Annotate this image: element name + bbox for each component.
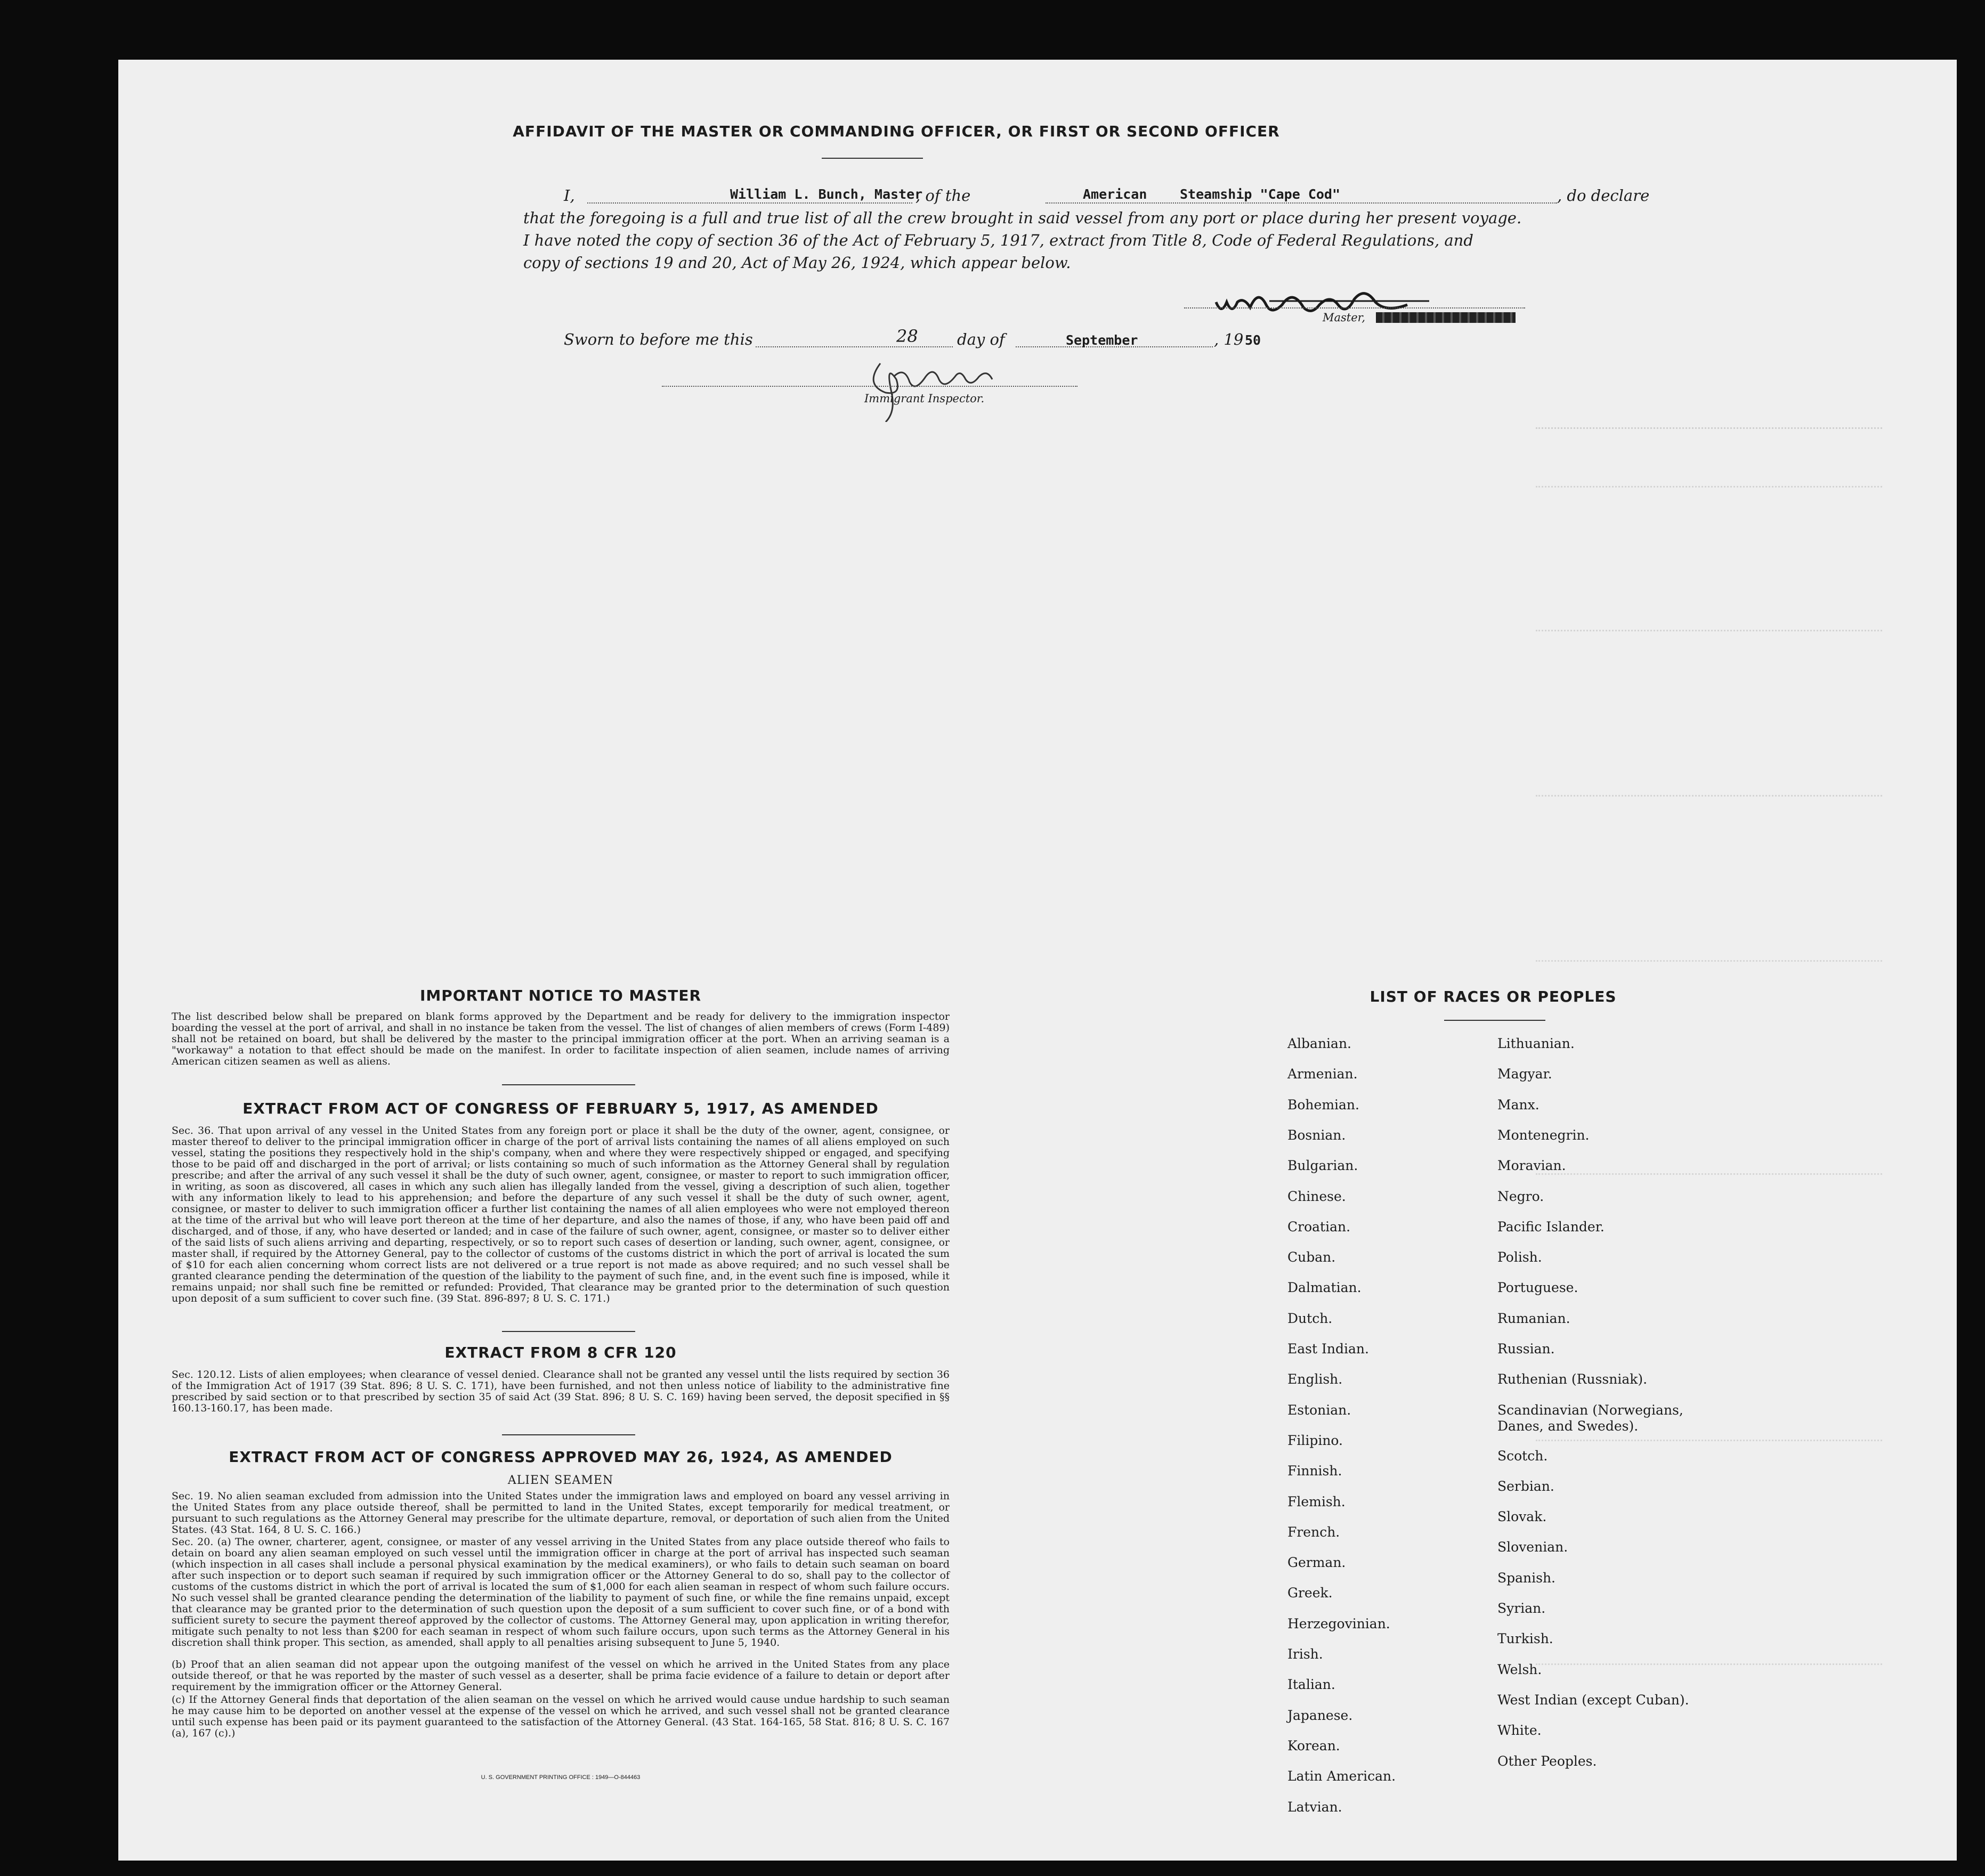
race-item: Armenian. [1287, 1066, 1358, 1082]
cfr-body: Sec. 120.12. Lists of alien employees; when clearance of vessel denied. Clearance shall not be granted any vessel until the lists required by section 36 of the Immigration Act of 1917 (39 Stat. 896; 8 U. S. C. 171), have been furnished, and not then unless notice of liability to the administrative fine prescribed by said section or to that prescribed by section 35 of said Act (39 Stat. 896; 8 U. S. C. 169) having been served, the deposit specified in §§ 160.13-160.17, has been made. [172, 1369, 950, 1414]
inspector-line [662, 386, 1077, 387]
race-item: Chinese. [1287, 1188, 1346, 1204]
race-item: Estonian. [1287, 1402, 1351, 1418]
race-item: Lithuanian. [1497, 1036, 1575, 1051]
race-item: Polish. [1497, 1249, 1542, 1265]
race-item: West Indian (except Cuban). [1497, 1692, 1689, 1708]
sec-20c-body: (c) If the Attorney General finds that deportation of the alien seaman on the vessel on which he arrived would cause undue hardship to such seaman he may cause him to be deported on another vessel at the expense of the vessel on which he arrived, and such vessel shall not be granted clearance until such expense has been paid or its payment guaranteed to the satisfaction of the Attorney General. (43 Stat. 164-165, 58 Stat. 816; 8 U. S. C. 167 (a), 167 (c).) [172, 1694, 950, 1739]
do-declare-label: , do declare [1557, 186, 1650, 205]
race-item: Syrian. [1497, 1601, 1546, 1617]
race-item: Dalmatian. [1287, 1280, 1362, 1296]
sec-19-body: Sec. 19. No alien seaman excluded from admission into the United States under the immigration laws and employed on board any vessel arriving in the United States from any place outside thereof, shall be permitted to land in the United States, except temporarily for medical treatment, or pursuant to such regulations as the Attorney General may prescribe for the ultimate departure, removal, or deportation of such alien from the United States. (43 Stat. 164, 8 U. S. C. 166.) [172, 1490, 950, 1536]
race-item: Dutch. [1287, 1310, 1333, 1326]
vessel-nationality: American [1083, 186, 1147, 202]
signature-line [1184, 307, 1525, 308]
race-item: Serbian. [1497, 1478, 1554, 1494]
alien-seamen-subtitle: ALIEN SEAMEN [507, 1474, 614, 1487]
race-item: Turkish. [1497, 1631, 1553, 1647]
race-item: Albanian. [1287, 1036, 1352, 1051]
bleed-through-mark [1536, 470, 1882, 488]
bleed-through-mark [1536, 1647, 1882, 1665]
year-prefix: , 19 [1214, 330, 1244, 348]
sec-20a-body: Sec. 20. (a) The owner, charterer, agent, consignee, or master of any vessel arriving in the United States from any place outside thereof who fails to detain on board any alien seaman employed on such vessel until the immigration officer in charge at the port of arrival has inspected such seaman (which inspection in all cases shall include a personal physical examination by the medical examiners), or who fails to detain such seaman on board after such inspection or to deport such seaman if required by such immigration officer or the Attorney General to do so, shall pay to the collector of customs of the customs district in which the port of arrival is located the sum of $1,000 for each alien seaman in respect of whom such failure occurs. No such vessel shall be granted clearance pending the determination of the liability to payment of such fine, or while the fine remains unpaid, except that clearance may be granted prior to the determination of such question upon the deposit of a sum sufficient to cover such fine, or of a bond with sufficient surety to secure the payment thereof approved by the collector of customs. The Attorney General may, upon application in writing therefor, mitigate such penalty to not less than $200 for each seaman in respect of whom such failure occurs, upon such terms as the Attorney General in his discretion shall think proper. This section, as amended, shall apply to all penalties arising subsequent to June 5, 1940. [172, 1536, 950, 1648]
inspector-label: Immigrant Inspector. [864, 392, 985, 405]
race-item: Finnish. [1287, 1463, 1342, 1479]
title-rule [822, 158, 923, 159]
sworn-year: 50 [1245, 332, 1261, 348]
race-item: Korean. [1287, 1737, 1340, 1753]
notice-rule [502, 1084, 635, 1085]
sworn-label: Sworn to before me this [564, 330, 753, 348]
affidavit-line-3: I have noted the copy of section 36 of the Act of February 5, 1917, extract from Title 8, Code of Federal Regulations, and [523, 231, 1473, 249]
sworn-day: 28 [896, 326, 918, 346]
race-item: Flemish. [1287, 1493, 1346, 1509]
race-item: Croatian. [1287, 1219, 1351, 1235]
race-item: Greek. [1287, 1585, 1333, 1601]
race-item: Ruthenian (Russniak). [1497, 1371, 1648, 1387]
race-item: Welsh. [1497, 1661, 1542, 1677]
cfr-title: EXTRACT FROM 8 CFR 120 [444, 1344, 677, 1361]
master-label: Master, [1323, 311, 1366, 324]
master-name: William L. Bunch, Master [730, 186, 923, 202]
inspector-signature [854, 347, 1024, 422]
race-item: Irish. [1287, 1646, 1323, 1662]
race-item: Latin American. [1287, 1768, 1396, 1784]
of-the-label: , of the [915, 186, 971, 205]
race-item: Slovak. [1497, 1509, 1547, 1525]
race-item: Scandinavian (Norwegians, Danes, and Swedes). [1497, 1402, 1683, 1434]
race-item: Filipino. [1287, 1432, 1343, 1448]
race-item: Scotch. [1497, 1448, 1548, 1464]
cfr-rule [502, 1434, 635, 1435]
race-item: Other Peoples. [1497, 1753, 1597, 1769]
name-line [587, 202, 912, 204]
race-item: Manx. [1497, 1097, 1540, 1112]
race-item: Pacific Islander. [1497, 1219, 1605, 1235]
race-item: English. [1287, 1371, 1343, 1387]
race-item: Italian. [1287, 1677, 1335, 1693]
race-item: Rumanian. [1497, 1310, 1570, 1326]
race-item: Magyar. [1497, 1066, 1552, 1082]
race-item: East Indian. [1287, 1341, 1369, 1357]
document-page [118, 60, 1957, 1861]
extract-1924-title: EXTRACT FROM ACT OF CONGRESS APPROVED MAY 26, 1924, AS AMENDED [229, 1448, 893, 1466]
races-title: LIST OF RACES OR PEOPLES [1370, 988, 1617, 1005]
bleed-through-mark [1536, 1157, 1882, 1175]
race-item: Bosnian. [1287, 1127, 1346, 1143]
race-item: Herzegovinian. [1287, 1615, 1390, 1631]
affidavit-line-4: copy of sections 19 and 20, Act of May 26, 1924, which appear below. [523, 254, 1071, 272]
race-item: Slovenian. [1497, 1539, 1568, 1555]
bleed-through-mark [1536, 614, 1882, 631]
extract-1917-title: EXTRACT FROM ACT OF CONGRESS OF FEBRUARY 5, 1917, AS AMENDED [242, 1100, 879, 1117]
race-item: Bohemian. [1287, 1097, 1359, 1112]
race-item: German. [1287, 1555, 1346, 1571]
day-of-label: day of [957, 330, 1005, 348]
race-item: Moravian. [1497, 1158, 1566, 1174]
bleed-through-mark [1536, 779, 1882, 797]
race-item: Russian. [1497, 1341, 1555, 1357]
notice-title: IMPORTANT NOTICE TO MASTER [419, 987, 702, 1004]
printer-imprint: U. S. GOVERNMENT PRINTING OFFICE : 1949—O-844463 [481, 1774, 641, 1781]
notice-body: The list described below shall be prepared on blank forms approved by the Department and be ready for delivery to the immigration inspector boarding the vessel at the port of arrival, and shall in no instance be taken from the vessel. The list of changes of alien members of crews (Form I-489) shall not be retained on board, but shall be delivered by the master to the principal immigration officer at the port. When an arriving seaman is a "workaway" a notation to that effect should be made on the manifest. In order to facilitate inspection of alien seamen, include names of arriving American citizen seamen as well as aliens. [172, 1011, 950, 1067]
sec-20b-body: (b) Proof that an alien seaman did not appear upon the outgoing manifest of the vessel on which he arrived in the United States from any place outside thereof, or that he was reported by the master of such vessel as a deserter, shall be prima facie evidence of a failure to detain or deport after requirement by the immigration officer or the Attorney General. [172, 1659, 950, 1693]
race-item: Bulgarian. [1287, 1158, 1358, 1174]
extract-1917-body: Sec. 36. That upon arrival of any vessel in the United States from any foreign port or place it shall be the duty of the owner, agent, consignee, or master thereof to deliver to the principal immigration officer in charge of the port of arrival lists containing the names of all aliens employed on such vessel, stating the positions they respectively hold in the ship's company, when and where they were respectively shipped or engaged, and specifying those to be paid off and discharged in the port of arrival; or lists containing so much of such information as the Attorney General shall by regulation prescribe; and after the arrival of any such vessel it shall be the duty of such owner, agent, consignee, or master to report to such immigration officer, in writing, as soon as discovered, all cases in which any such alien has illegally landed from the vessel, giving a description of such alien, together with any information likely to lead to his apprehension; and before the departure of any such vessel it shall be the duty of such owner, agent, consignee, or master to deliver to such immigration officer a further list containing the names of all alien employees who were not employed thereon at the time of the arrival but who will leave port thereon at the time of her departure, and also the names of those, if any, who have been paid off and discharged, and of those, if any, who have deserted or landed; and in case of the failure of such owner, agent, consignee, or master so to deliver either of the said lists of such aliens arriving and departing, respectively, or so to report such cases of desertion or landing, such owner, agent, consignee, or master shall, if required by the Attorney General, pay to the collector of customs of the customs district in which the port of arrival is located the sum of $10 for each alien concerning whom correct lists are not delivered or a true report is not made as above required; and no such vessel shall be granted clearance pending the determination of the question of the liability to the payment of such fine, and, in the event such fine is imposed, while it remains unpaid; nor shall such fine be remitted or refunded: Provided, That clearance may be granted prior to the determination of such question upon deposit of a sum sufficient to cover such fine. (39 Stat. 896-897; 8 U. S. C. 171.) [172, 1125, 950, 1304]
races-rule [1444, 1020, 1545, 1021]
race-item: Japanese. [1287, 1707, 1353, 1723]
race-item: Spanish. [1497, 1570, 1556, 1586]
race-item: Portuguese. [1497, 1280, 1578, 1296]
bleed-through-mark [1536, 411, 1882, 429]
race-item: Cuban. [1287, 1249, 1336, 1265]
race-item: White. [1497, 1723, 1542, 1739]
sworn-month: September [1066, 332, 1138, 348]
affidavit-title: AFFIDAVIT OF THE MASTER OR COMMANDING OFFICER, OR FIRST OR SECOND OFFICER [513, 123, 1280, 140]
vessel-name: Steamship "Cape Cod" [1180, 186, 1341, 202]
race-item: French. [1287, 1524, 1340, 1540]
bleed-through-mark [1536, 944, 1882, 962]
race-item: Montenegrin. [1497, 1127, 1590, 1143]
vessel-line [1046, 202, 1557, 204]
affidavit-i: I, [564, 186, 575, 205]
race-item: Negro. [1497, 1188, 1544, 1204]
affidavit-line-2: that the foregoing is a full and true list of all the crew brought in said vessel from any port or place during her present voyage. [523, 209, 1522, 227]
extract-1917-rule [502, 1331, 635, 1332]
race-item: Latvian. [1287, 1799, 1342, 1815]
struck-title [1376, 312, 1516, 323]
